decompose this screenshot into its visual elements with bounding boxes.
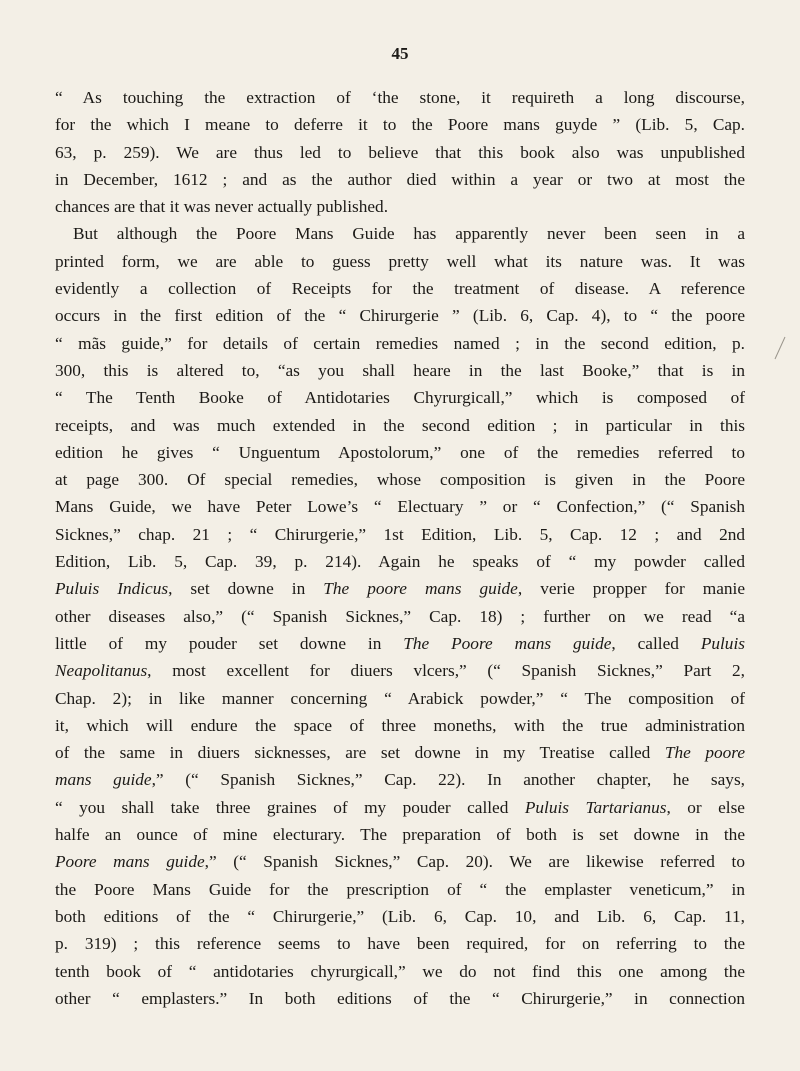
- text-line: occurs in the first edition of the “ Chirurgerie ” (Lib. 6, Cap. 4), to “ the poore: [55, 306, 745, 326]
- text-line: of the same in diuers sicknesses, are set downe in my Treatise called The poore: [55, 743, 745, 763]
- text-line: evidently a collection of Receipts for the treatment of disease. A reference: [55, 279, 745, 299]
- text-line: “ you shall take three graines of my pouder called Puluis Tartarianus, or else: [55, 797, 745, 817]
- text-line: at page 300. Of special remedies, whose composition is given in the Poore: [55, 470, 745, 490]
- text-line: little of my pouder set downe in The Poore mans guide, called Puluis: [55, 633, 745, 653]
- text-line: other “ emplasters.” In both editions of the “ Chirurgerie,” in connection: [55, 988, 745, 1008]
- text-line: Edition, Lib. 5, Cap. 39, p. 214). Again he speaks of “ my powder called: [55, 552, 745, 572]
- body-text: [55, 84, 745, 1012]
- text-line: mans guide,” (“ Spanish Sicknes,” Cap. 22). In another chapter, he says,: [55, 770, 745, 790]
- text-line: tenth book of “ antidotaries chyrurgicall,” we do not find this one among the: [55, 961, 745, 981]
- text-line: p. 319) ; this reference seems to have been required, for on referring to the: [55, 934, 745, 954]
- text-line: Sicknes,” chap. 21 ; “ Chirurgerie,” 1st Edition, Lib. 5, Cap. 12 ; and 2nd: [55, 524, 745, 544]
- text-line: Chap. 2); in like manner concerning “ Arabick powder,” “ The composition of: [55, 688, 745, 708]
- text-line: Puluis Indicus, set downe in The poore mans guide, verie propper for manie: [55, 579, 745, 599]
- text-line: both editions of the “ Chirurgerie,” (Lib. 6, Cap. 10, and Lib. 6, Cap. 11,: [55, 906, 745, 926]
- text-line: edition he gives “ Unguentum Apostolorum,” one of the remedies referred to: [55, 442, 745, 462]
- text-line: 300, this is altered to, “as you shall heare in the last Booke,” that is in: [55, 360, 745, 380]
- text-line: 63, p. 259). We are thus led to believe that this book also was unpublished: [55, 142, 745, 162]
- text-line: other diseases also,” (“ Spanish Sicknes,” Cap. 18) ; further on we read “a: [55, 606, 745, 626]
- text-line: the Poore Mans Guide for the prescription of “ the emplaster veneticum,” in: [55, 879, 745, 899]
- text-line: “ As touching the extraction of ‘the stone, it requireth a long discourse,: [55, 88, 745, 107]
- text-line: halfe an ounce of mine electurary. The preparation of both is set downe in the: [55, 825, 745, 845]
- text-line: receipts, and was much extended in the second edition ; in particular in this: [55, 415, 745, 435]
- text-line: for the which I meane to deferre it to the Poore mans guyde ” (Lib. 5, Cap.: [55, 115, 745, 135]
- text-line: Poore mans guide,” (“ Spanish Sicknes,” Cap. 20). We are likewise referred to: [55, 852, 745, 872]
- text-line: Mans Guide, we have Peter Lowe’s “ Electuary ” or “ Confection,” (“ Spanish: [55, 497, 745, 517]
- text-line: in December, 1612 ; and as the author died within a year or two at most the: [55, 169, 745, 189]
- text-line: printed form, we are able to guess pretty well what its nature was. It was: [55, 251, 745, 271]
- text-line: it, which will endure the space of three moneths, with the true administration: [55, 715, 745, 735]
- page-number: 45: [391, 44, 409, 63]
- pencil-mark-icon: [772, 335, 788, 361]
- text-line: “ mãs guide,” for details of certain remedies named ; in the second edition, p.: [55, 333, 745, 353]
- text-line: But although the Poore Mans Guide has apparently never been seen in a: [73, 224, 745, 244]
- text-line: “ The Tenth Booke of Antidotaries Chyrurgicall,” which is composed of: [55, 388, 745, 408]
- text-line: Neapolitanus, most excellent for diuers vlcers,” (“ Spanish Sicknes,” Part 2,: [55, 661, 745, 681]
- text-line: chances are that it was never actually published.: [55, 197, 389, 217]
